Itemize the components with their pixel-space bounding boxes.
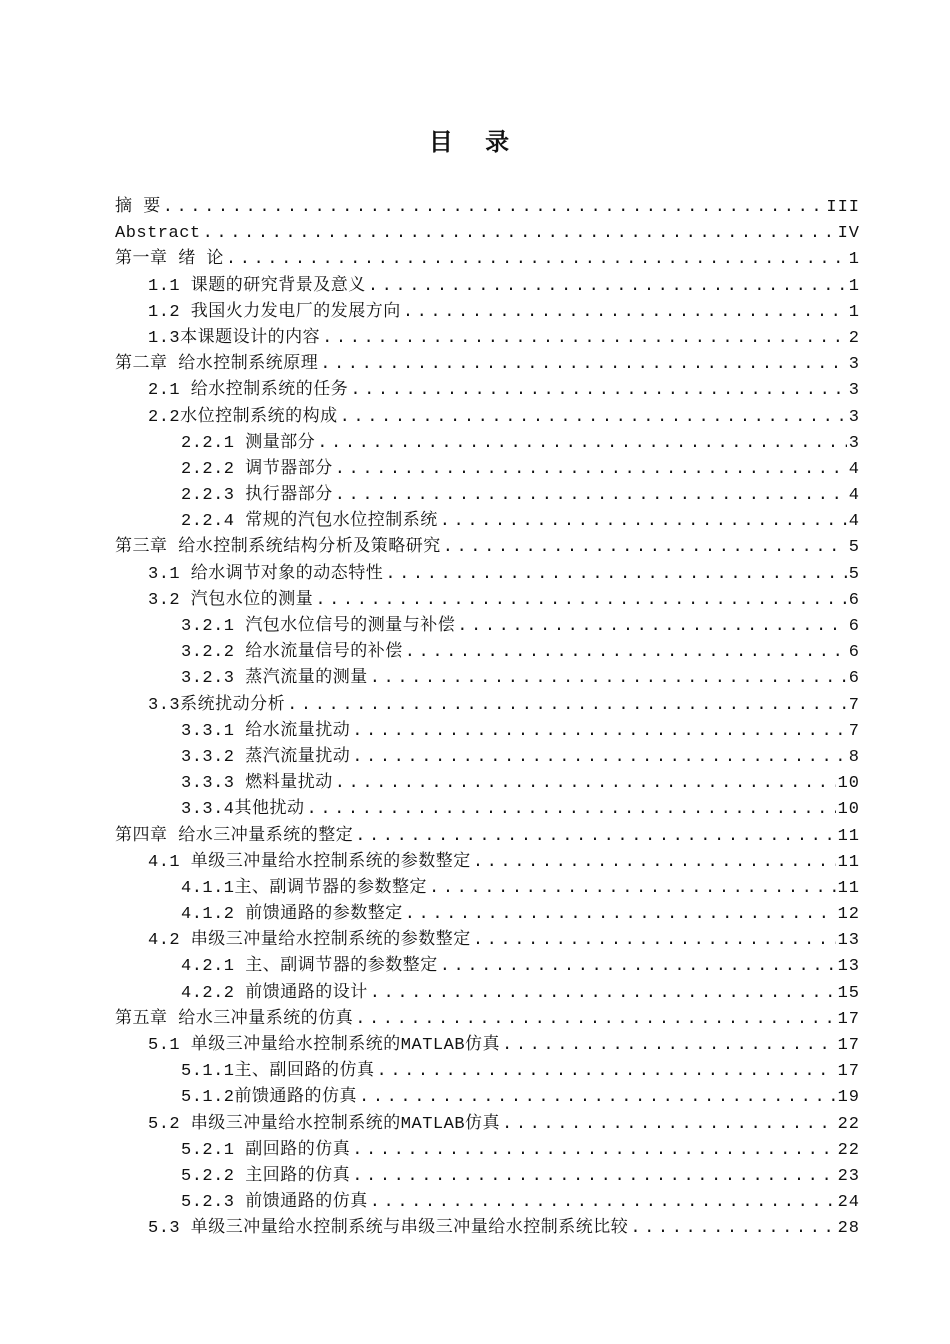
toc-entry-label: 2.2.2 调节器部分 [181, 459, 333, 479]
toc-page-number: 1 [848, 276, 860, 296]
toc-page-number: 13 [837, 957, 860, 977]
toc-dot-leader [440, 954, 836, 980]
toc-entry-label: 4.2 串级三冲量给水控制系统的参数整定 [148, 931, 471, 951]
toc-dot-leader [320, 352, 847, 378]
toc-entry-label: 3.3.1 给水流量扰动 [181, 721, 351, 741]
toc-entry-label: 5.2.1 副回路的仿真 [181, 1140, 351, 1160]
toc-dot-leader [340, 405, 847, 431]
toc-page-number: 6 [848, 669, 860, 689]
toc-entry-label: 第二章 给水控制系统原理 [115, 355, 319, 375]
toc-dot-leader [473, 850, 836, 876]
toc-dot-leader [429, 876, 836, 902]
toc-entry-label: 1.1 课题的研究背景及意义 [148, 276, 366, 296]
toc-entry[interactable] [115, 1190, 860, 1216]
toc-dot-leader [403, 300, 847, 326]
toc-dot-leader [457, 614, 847, 640]
toc-page-number: 15 [837, 983, 860, 1003]
toc-page-number: 3 [848, 407, 860, 427]
toc-entry-label: 2.2.4 常规的汽包水位控制系统 [181, 512, 438, 532]
toc-page-number: 7 [848, 695, 860, 715]
toc-entry[interactable] [115, 274, 860, 300]
page-title: 目 录 [428, 128, 522, 156]
toc-dot-leader [502, 1112, 836, 1138]
toc-dot-leader [385, 562, 846, 588]
toc-dot-leader [317, 431, 847, 457]
toc-entry-label: 1.3本课题设计的内容 [148, 328, 321, 348]
toc-page-number: 17 [837, 1009, 860, 1029]
toc-dot-leader [352, 745, 847, 771]
toc-dot-leader [322, 326, 847, 352]
toc-dot-leader [370, 666, 847, 692]
toc-entry-label: 3.1 给水调节对象的动态特性 [148, 564, 384, 584]
toc-entry-label: 3.3.4其他扰动 [181, 800, 305, 820]
toc-entry-label: 2.2.1 测量部分 [181, 433, 316, 453]
toc-entry-label: 5.2.3 前馈通路的仿真 [181, 1193, 368, 1213]
toc-entry-label: 4.1 单级三冲量给水控制系统的参数整定 [148, 852, 471, 872]
toc-page-number: 13 [837, 931, 860, 951]
toc-dot-leader [355, 1007, 835, 1033]
toc-entry[interactable] [115, 1085, 860, 1111]
toc-entry[interactable] [115, 405, 860, 431]
toc-entry[interactable] [115, 535, 860, 561]
toc-page-number: 7 [848, 721, 860, 741]
toc-page-number: 11 [837, 852, 860, 872]
toc-page-number: 5 [848, 564, 860, 584]
toc-entry[interactable] [115, 300, 860, 326]
table-of-contents [115, 195, 860, 1243]
toc-entry[interactable] [115, 352, 860, 378]
toc-entry-label: 2.2.3 执行器部分 [181, 486, 333, 506]
toc-dot-leader [370, 1190, 836, 1216]
toc-entry-label: 3.2.2 给水流量信号的补偿 [181, 643, 403, 663]
toc-entry[interactable] [115, 431, 860, 457]
toc-entry-label: 3.2.3 蒸汽流量的测量 [181, 669, 368, 689]
toc-entry-label: 摘 要 [115, 198, 161, 217]
toc-entry[interactable] [115, 588, 860, 614]
toc-entry[interactable] [115, 457, 860, 483]
toc-entry[interactable] [115, 326, 860, 352]
toc-entry[interactable] [115, 745, 860, 771]
toc-page-number: 22 [837, 1114, 860, 1134]
toc-entry-label: 3.2.1 汽包水位信号的测量与补偿 [181, 617, 456, 636]
toc-entry[interactable] [115, 1138, 860, 1164]
toc-entry-label: 5.2.2 主回路的仿真 [181, 1166, 351, 1186]
toc-entry[interactable] [115, 195, 860, 221]
toc-entry[interactable] [115, 378, 860, 404]
toc-entry-label: 第一章 绪 论 [115, 250, 224, 270]
toc-page-number: 4 [848, 486, 860, 506]
toc-page-number: III [826, 198, 860, 217]
toc-dot-leader [335, 771, 836, 797]
toc-entry[interactable] [115, 771, 860, 797]
toc-dot-leader [405, 902, 836, 928]
toc-page-number: 22 [837, 1140, 860, 1160]
toc-page-number: 17 [837, 1036, 860, 1055]
toc-page-number: 5 [848, 538, 860, 558]
toc-dot-leader [315, 588, 846, 614]
toc-entry[interactable] [115, 719, 860, 745]
toc-entry-label: 3.3.3 燃料量扰动 [181, 774, 333, 794]
toc-page-number: 2 [848, 328, 860, 348]
toc-page-number: 17 [837, 1062, 860, 1082]
toc-entry-label: 3.2 汽包水位的测量 [148, 590, 314, 610]
toc-entry-label: 2.1 给水控制系统的任务 [148, 381, 349, 401]
toc-entry[interactable] [115, 876, 860, 902]
toc-entry-label: 3.3系统扰动分析 [148, 695, 286, 715]
toc-entry[interactable] [115, 850, 860, 876]
toc-entry-label: 4.1.2 前馈通路的参数整定 [181, 905, 403, 925]
toc-entry[interactable] [115, 981, 860, 1007]
toc-entry[interactable] [115, 824, 860, 850]
toc-entry-label: 5.1.1主、副回路的仿真 [181, 1062, 375, 1082]
toc-page-number: 1 [848, 250, 860, 270]
toc-page-number: 8 [848, 747, 860, 767]
toc-entry-label: 第三章 给水控制系统结构分析及策略研究 [115, 538, 441, 558]
toc-page-number: 12 [837, 905, 860, 925]
toc-dot-leader [335, 483, 847, 509]
toc-dot-leader [630, 1216, 835, 1242]
toc-dot-leader [352, 1164, 835, 1190]
toc-page-number: 28 [837, 1219, 860, 1239]
toc-dot-leader [443, 535, 847, 561]
toc-dot-leader [287, 693, 847, 719]
toc-entry-label: 4.2.1 主、副调节器的参数整定 [181, 957, 438, 977]
toc-page-number: IV [837, 224, 860, 244]
toc-dot-leader [335, 457, 847, 483]
toc-dot-leader [405, 640, 847, 666]
toc-entry[interactable] [115, 797, 860, 823]
toc-entry[interactable] [115, 483, 860, 509]
toc-entry[interactable] [115, 1112, 860, 1138]
toc-page-number: 19 [837, 1088, 860, 1108]
toc-entry-label: 5.3 单级三冲量给水控制系统与串级三冲量给水控制系统比较 [148, 1219, 629, 1239]
toc-page-number: 6 [848, 617, 860, 636]
toc-entry-label: 4.1.1主、副调节器的参数整定 [181, 878, 428, 898]
toc-entry-label: 第四章 给水三冲量系统的整定 [115, 826, 354, 846]
toc-entry-label: 5.2 串级三冲量给水控制系统的MATLAB仿真 [148, 1114, 501, 1134]
toc-dot-leader [473, 928, 836, 954]
toc-entry-label: 4.2.2 前馈通路的设计 [181, 983, 368, 1003]
toc-dot-leader [203, 221, 836, 247]
toc-entry[interactable] [115, 562, 860, 588]
toc-entry-label: 第五章 给水三冲量系统的仿真 [115, 1009, 354, 1029]
toc-page-number: 11 [837, 878, 860, 898]
toc-entry[interactable] [115, 509, 860, 535]
toc-dot-leader [352, 719, 847, 745]
toc-entry[interactable] [115, 1059, 860, 1085]
toc-page-number: 6 [848, 590, 860, 610]
toc-entry[interactable] [115, 247, 860, 273]
toc-entry[interactable] [115, 221, 860, 247]
toc-page-number: 1 [848, 302, 860, 322]
toc-dot-leader [368, 274, 847, 300]
toc-entry[interactable] [115, 902, 860, 928]
toc-dot-leader [355, 824, 835, 850]
toc-dot-leader [352, 1138, 835, 1164]
toc-page-number: 4 [848, 512, 860, 532]
toc-page-number: 23 [837, 1166, 860, 1186]
toc-dot-leader [377, 1059, 836, 1085]
toc-dot-leader [370, 981, 836, 1007]
toc-entry[interactable] [115, 1164, 860, 1190]
toc-dot-leader [307, 797, 836, 823]
toc-entry[interactable] [115, 1007, 860, 1033]
toc-entry[interactable] [115, 614, 860, 640]
toc-entry[interactable] [115, 928, 860, 954]
toc-page-number: 4 [848, 459, 860, 479]
toc-dot-leader [350, 378, 846, 404]
toc-page-number: 11 [837, 826, 860, 846]
toc-entry-label: 2.2水位控制系统的构成 [148, 407, 338, 427]
toc-entry[interactable] [115, 1033, 860, 1059]
toc-entry-label: 5.1.2前馈通路的仿真 [181, 1088, 358, 1108]
toc-entry[interactable] [115, 666, 860, 692]
toc-entry-label: 1.2 我国火力发电厂的发展方向 [148, 302, 401, 322]
toc-dot-leader [359, 1085, 836, 1111]
toc-dot-leader [163, 195, 825, 221]
toc-page-number: 3 [848, 355, 860, 375]
toc-entry[interactable] [115, 693, 860, 719]
toc-page-number: 10 [837, 774, 860, 794]
toc-entry[interactable] [115, 1216, 860, 1242]
toc-dot-leader [226, 247, 847, 273]
toc-dot-leader [502, 1033, 836, 1059]
toc-entry[interactable] [115, 640, 860, 666]
toc-entry[interactable] [115, 954, 860, 980]
toc-page-number: 24 [837, 1193, 860, 1213]
toc-page-number: 3 [848, 381, 860, 401]
toc-entry-label: Abstract [115, 224, 201, 244]
toc-entry-label: 3.3.2 蒸汽流量扰动 [181, 747, 351, 767]
toc-page-number: 3 [848, 433, 860, 453]
toc-page-number: 6 [848, 643, 860, 663]
toc-page-number: 10 [837, 800, 860, 820]
toc-entry-label: 5.1 单级三冲量给水控制系统的MATLAB仿真 [148, 1036, 501, 1055]
toc-dot-leader [440, 509, 847, 535]
